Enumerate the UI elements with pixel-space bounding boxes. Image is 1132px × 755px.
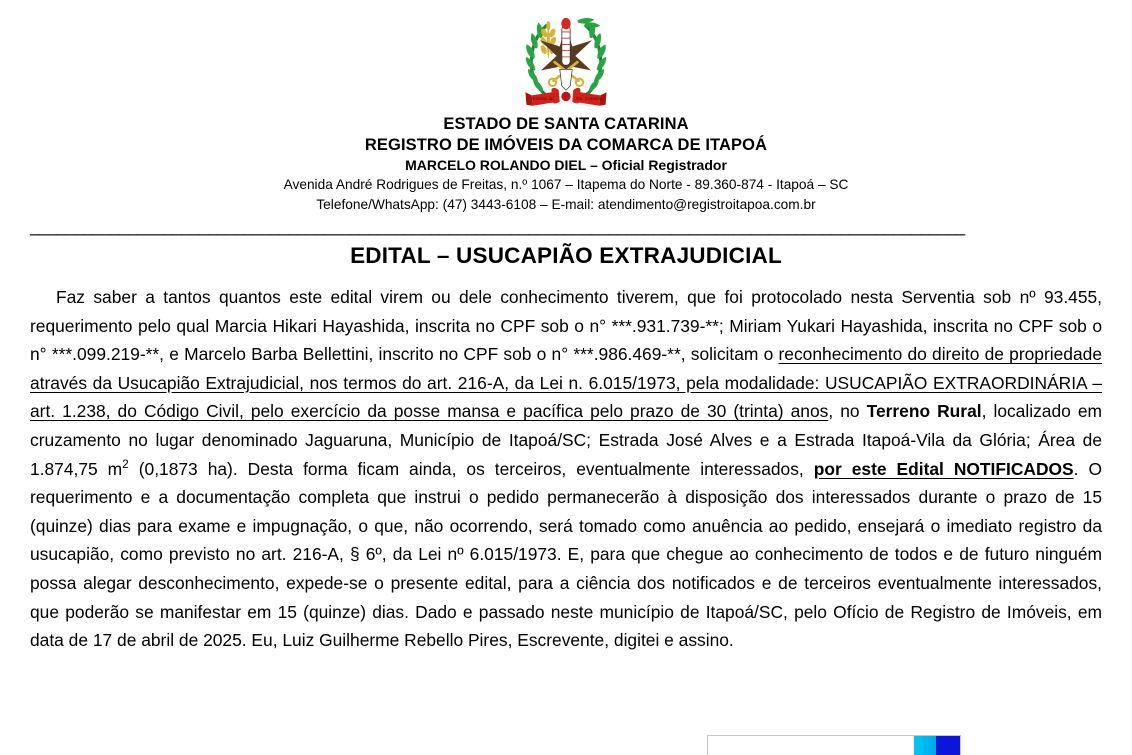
- letterhead-registry: REGISTRO DE IMÓVEIS DA COMARCA DE ITAPOÁ: [364, 136, 768, 154]
- square-meter-superscript: 2: [122, 456, 129, 471]
- svg-text:Estado de: Estado de: [532, 96, 554, 102]
- letterhead-contact: Telefone/WhatsApp: (47) 3443-6108 – E-mail: atendimento@registroitapoa.com.br: [316, 196, 816, 212]
- document-title: EDITAL – USUCAPIÃO EXTRAJUDICIAL: [350, 243, 782, 268]
- body-segment-area-note: (0,1873 ha). Desta forma ficam ainda, os terceiros, eventualmente interessados,: [128, 458, 814, 479]
- coat-of-arms-container: [30, 0, 1102, 112]
- letterhead-registrar: MARCELO ROLANDO DIEL – Oficial Registrador: [405, 157, 727, 173]
- color-swatch-cyan[interactable]: [914, 736, 936, 755]
- edital-body-paragraph: [30, 283, 1102, 655]
- letterhead: [30, 114, 1102, 214]
- color-swatch-blue[interactable]: [936, 736, 960, 755]
- body-segment-intro: Faz saber a tantos quantos este edital virem ou dele conhecimento tiverem, que foi protocolado nesta Serventia sob nº 93.455, requerimento pelo qual Marcia Hikari Hayashida, inscrita no CPF sob o n° ***.931.739-**; Miriam Yukari Hayashida, inscrita no CPF sob o n° ***.099.219-**, e Marcelo Barba Bellettini, inscrito no CPF sob o n° ***.986.469-**, solicitam o: [30, 287, 1102, 365]
- body-segment-closing: . O requerimento e a documentação completa que instrui o pedido permanecerão à disposição dos interessados durante o prazo de 15 (quinze) dias para exame e impugnação, o que, não ocorrendo, será tomado como anuência ao pedido, ensejará o imediato registro da usucapião, como previsto no art. 216-A, § 6º, da Lei nº 6.015/1973. E, para que chegue ao conhecimento de todos e de futuro ninguém possa alegar desconhecimento, expede-se o presente edital, para a ciência dos notificados e de terceiros eventualmente interessados, que poderão se manifestar em 15 (quinze) dias. Dado e passado neste município de Itapoá/SC, pelo Ofício de Registro de Imóveis, em data de 17 de abril de 2025. Eu, Luiz Guilherme Rebello Pires, Escrevente, digitei e assino.: [30, 458, 1102, 651]
- body-segment-connector: , no: [828, 401, 867, 422]
- santa-catarina-coat-of-arms-icon: [514, 8, 618, 112]
- bottom-overlay-panel[interactable]: [707, 735, 961, 755]
- body-segment-notification-emphasis: por este Edital NOTIFICADOS: [813, 458, 1074, 479]
- horizontal-divider: _________________________________________________________________________________________________________: [30, 217, 965, 238]
- svg-text:Sta. Catarina: Sta. Catarina: [575, 96, 603, 102]
- letterhead-address: Avenida André Rodrigues de Freitas, n.º 1067 – Itapema do Norte - 89.360-874 - Itapoá – SC: [283, 177, 849, 192]
- body-segment-location: , localizado em cruzamento no lugar denominado Jaguaruna, Município de Itapoá/SC; Estrada José Alves e a Estrada Itapoá-Vila da Glória; Área de 1.874,75 m: [30, 401, 1102, 479]
- body-segment-underlined-legal-basis: reconhecimento do direito de propriedade através da Usucapião Extrajudicial, nos termos do art. 216-A, da Lei n. 6.015/1973, pela modalidade: USUCAPIÃO EXTRAORDINÁRIA – art. 1.238, do Código Civil, pelo exercício da posse mansa e pacífica pelo prazo de 30 (trinta) anos: [30, 344, 1102, 422]
- letterhead-state: ESTADO DE SANTA CATARINA: [443, 115, 689, 133]
- body-segment-property-type: Terreno Rural: [866, 401, 982, 422]
